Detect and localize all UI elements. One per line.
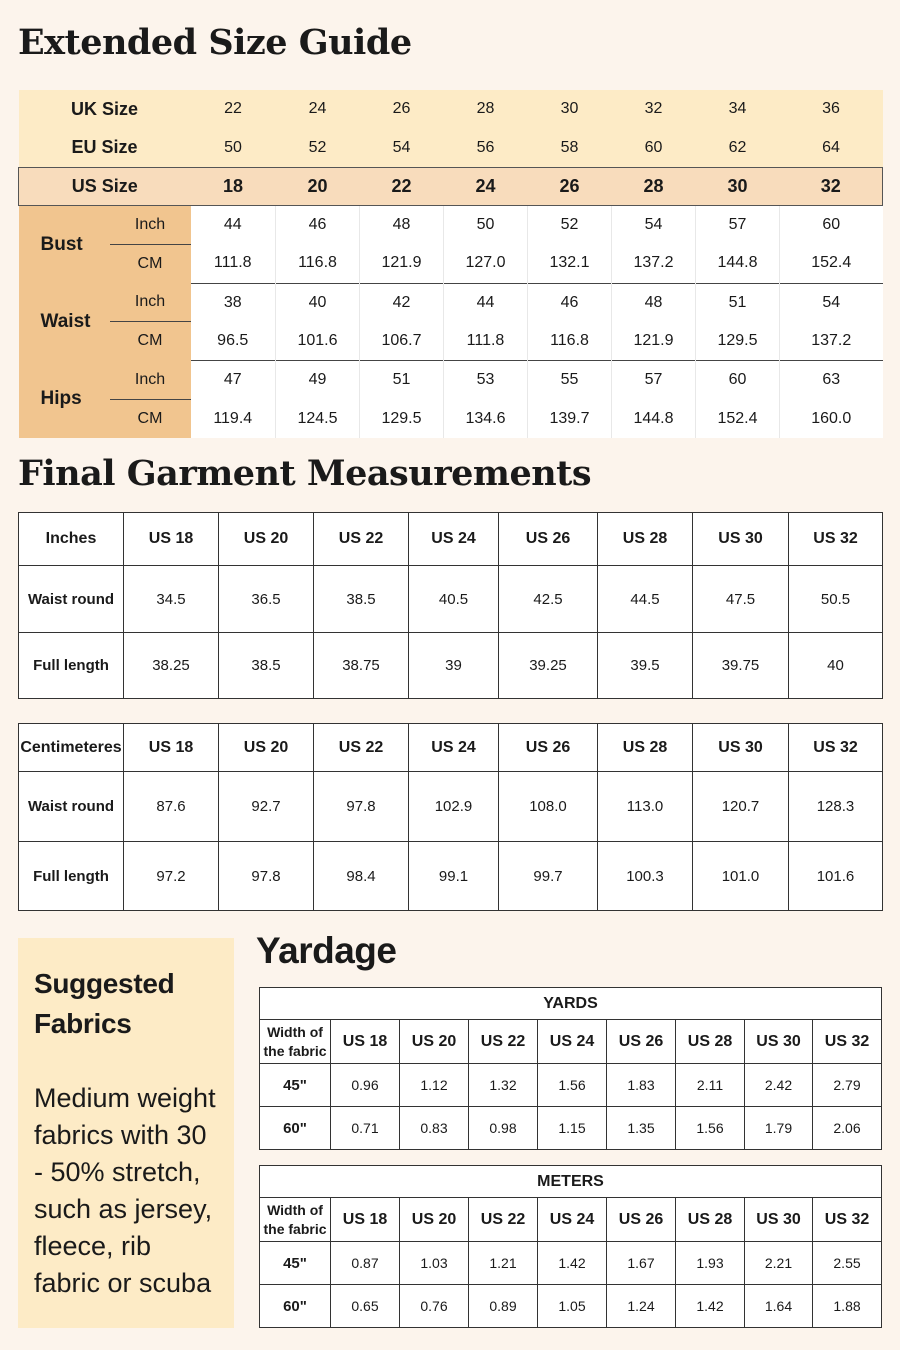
measurement-cell: 53 — [444, 361, 528, 400]
waist-cm-row — [19, 322, 883, 361]
value-cell: 44.5 — [598, 566, 693, 633]
measurement-cell: 60 — [780, 206, 883, 245]
us-size-cell: 32 — [780, 167, 883, 206]
value-cell: 40.5 — [409, 566, 499, 633]
eu-size-label: EU Size — [19, 129, 191, 168]
size-header: US 32 — [789, 724, 883, 772]
uk-size-cell: 28 — [444, 90, 528, 129]
value-cell: 101.0 — [693, 842, 789, 911]
value-cell: 0.98 — [469, 1107, 538, 1150]
value-cell: 1.15 — [538, 1107, 607, 1150]
measurement-cell: 116.8 — [276, 244, 360, 283]
measurement-cell: 139.7 — [528, 399, 612, 438]
measurement-cell: 44 — [191, 206, 276, 245]
value-cell: 0.65 — [331, 1285, 400, 1328]
uk-size-label: UK Size — [19, 90, 191, 129]
value-cell: 2.11 — [676, 1064, 745, 1107]
value-cell: 40 — [789, 633, 883, 699]
row-label: 60" — [260, 1107, 331, 1150]
size-header: US 24 — [538, 1020, 607, 1064]
size-header: US 26 — [499, 513, 598, 566]
value-cell: 0.76 — [400, 1285, 469, 1328]
row-label: Waist round — [19, 772, 124, 842]
value-cell: 0.83 — [400, 1107, 469, 1150]
value-cell: 1.42 — [676, 1285, 745, 1328]
uk-size-cell: 30 — [528, 90, 612, 129]
size-header: US 18 — [124, 513, 219, 566]
table-row — [260, 1285, 882, 1328]
waist-inch-row — [19, 283, 883, 322]
size-header: US 18 — [331, 1020, 400, 1064]
uk-size-cell: 36 — [780, 90, 883, 129]
value-cell: 39 — [409, 633, 499, 699]
uk-size-cell: 26 — [360, 90, 444, 129]
caption-row — [260, 1166, 882, 1198]
cm-unit-label: CM — [110, 244, 191, 283]
value-cell: 2.21 — [745, 1242, 813, 1285]
measurement-cell: 47 — [191, 361, 276, 400]
size-header: US 22 — [469, 1198, 538, 1242]
eu-size-cell: 52 — [276, 129, 360, 168]
measurement-cell: 57 — [612, 361, 696, 400]
width-label-line: Width of — [267, 1023, 323, 1040]
value-cell: 38.5 — [314, 566, 409, 633]
size-header: US 28 — [676, 1198, 745, 1242]
uk-size-cell: 34 — [696, 90, 780, 129]
size-header: US 28 — [598, 513, 693, 566]
value-cell: 97.8 — [314, 772, 409, 842]
value-cell: 1.42 — [538, 1242, 607, 1285]
us-size-cell: 24 — [444, 167, 528, 206]
value-cell: 1.35 — [607, 1107, 676, 1150]
hips-inch-row — [19, 361, 883, 400]
value-cell: 2.42 — [745, 1064, 813, 1107]
value-cell: 97.8 — [219, 842, 314, 911]
waist-label: Waist — [19, 283, 110, 361]
eu-size-row — [19, 129, 883, 168]
measurement-cell: 44 — [444, 283, 528, 322]
meters-caption: METERS — [260, 1166, 882, 1198]
us-size-cell: 22 — [360, 167, 444, 206]
corner-label: Centimeteres — [19, 724, 124, 772]
row-label: 45" — [260, 1064, 331, 1107]
measurement-cell: 134.6 — [444, 399, 528, 438]
size-guide-title: Extended Size Guide — [18, 22, 412, 63]
eu-size-cell: 50 — [191, 129, 276, 168]
size-header: US 22 — [314, 724, 409, 772]
value-cell: 39.5 — [598, 633, 693, 699]
measurement-cell: 152.4 — [696, 399, 780, 438]
bust-cm-row — [19, 244, 883, 283]
value-cell: 102.9 — [409, 772, 499, 842]
value-cell: 99.1 — [409, 842, 499, 911]
us-size-cell: 26 — [528, 167, 612, 206]
value-cell: 120.7 — [693, 772, 789, 842]
value-cell: 1.93 — [676, 1242, 745, 1285]
measurement-cell: 40 — [276, 283, 360, 322]
eu-size-cell: 64 — [780, 129, 883, 168]
eu-size-cell: 54 — [360, 129, 444, 168]
garment-inches-table — [18, 512, 883, 699]
value-cell: 87.6 — [124, 772, 219, 842]
table-row — [260, 1242, 882, 1285]
size-header: US 28 — [676, 1020, 745, 1064]
eu-size-cell: 60 — [612, 129, 696, 168]
table-row — [260, 1107, 882, 1150]
value-cell: 1.24 — [607, 1285, 676, 1328]
measurement-cell: 116.8 — [528, 322, 612, 361]
value-cell: 0.87 — [331, 1242, 400, 1285]
measurement-cell: 124.5 — [276, 399, 360, 438]
width-label-line: the fabric — [263, 1042, 327, 1059]
measurement-cell: 55 — [528, 361, 612, 400]
size-header: US 30 — [693, 513, 789, 566]
size-header: US 32 — [789, 513, 883, 566]
size-header: US 20 — [219, 724, 314, 772]
yardage-title: Yardage — [256, 930, 397, 971]
measurement-cell: 60 — [696, 361, 780, 400]
value-cell: 38.75 — [314, 633, 409, 699]
header-row — [260, 1020, 882, 1064]
value-cell: 100.3 — [598, 842, 693, 911]
size-header: US 32 — [813, 1198, 882, 1242]
measurement-cell: 54 — [612, 206, 696, 245]
size-header: US 30 — [693, 724, 789, 772]
row-label: Full length — [19, 842, 124, 911]
uk-size-row — [19, 90, 883, 129]
width-label-line: the fabric — [263, 1220, 327, 1237]
meters-table — [259, 1165, 882, 1328]
header-row — [19, 724, 883, 772]
corner-label: Inches — [19, 513, 124, 566]
measurement-cell: 111.8 — [444, 322, 528, 361]
size-header: US 22 — [469, 1020, 538, 1064]
value-cell: 36.5 — [219, 566, 314, 633]
width-of-fabric-label — [260, 1198, 331, 1242]
measurement-cell: 144.8 — [612, 399, 696, 438]
hips-label: Hips — [19, 361, 110, 439]
uk-size-cell: 24 — [276, 90, 360, 129]
value-cell: 2.79 — [813, 1064, 882, 1107]
inch-unit-label: Inch — [110, 361, 191, 400]
measurement-cell: 46 — [276, 206, 360, 245]
value-cell: 42.5 — [499, 566, 598, 633]
measurement-cell: 132.1 — [528, 244, 612, 283]
size-header: US 20 — [400, 1198, 469, 1242]
size-header: US 26 — [607, 1198, 676, 1242]
size-header: US 20 — [219, 513, 314, 566]
header-row — [19, 513, 883, 566]
size-header: US 24 — [409, 724, 499, 772]
row-label: Waist round — [19, 566, 124, 633]
value-cell: 1.12 — [400, 1064, 469, 1107]
value-cell: 98.4 — [314, 842, 409, 911]
measurement-cell: 96.5 — [191, 322, 276, 361]
measurement-cell: 51 — [696, 283, 780, 322]
measurement-cell: 52 — [528, 206, 612, 245]
measurement-cell: 111.8 — [191, 244, 276, 283]
measurement-cell: 48 — [612, 283, 696, 322]
measurement-cell: 50 — [444, 206, 528, 245]
value-cell: 1.32 — [469, 1064, 538, 1107]
header-row — [260, 1198, 882, 1242]
table-row — [19, 633, 883, 699]
size-header: US 28 — [598, 724, 693, 772]
size-header: US 26 — [607, 1020, 676, 1064]
value-cell: 1.05 — [538, 1285, 607, 1328]
measurement-cell: 137.2 — [612, 244, 696, 283]
value-cell: 97.2 — [124, 842, 219, 911]
value-cell: 38.5 — [219, 633, 314, 699]
measurement-cell: 121.9 — [612, 322, 696, 361]
value-cell: 39.25 — [499, 633, 598, 699]
measurement-cell: 129.5 — [696, 322, 780, 361]
us-size-cell: 18 — [191, 167, 276, 206]
caption-row — [260, 988, 882, 1020]
eu-size-cell: 58 — [528, 129, 612, 168]
value-cell: 1.79 — [745, 1107, 813, 1150]
bust-label: Bust — [19, 206, 110, 284]
table-row — [19, 566, 883, 633]
measurement-cell: 38 — [191, 283, 276, 322]
size-header: US 26 — [499, 724, 598, 772]
value-cell: 1.64 — [745, 1285, 813, 1328]
measurement-cell: 46 — [528, 283, 612, 322]
us-size-row — [19, 167, 883, 206]
us-size-cell: 28 — [612, 167, 696, 206]
value-cell: 0.96 — [331, 1064, 400, 1107]
measurement-cell: 54 — [780, 283, 883, 322]
measurement-cell: 152.4 — [780, 244, 883, 283]
value-cell: 1.83 — [607, 1064, 676, 1107]
measurement-cell: 106.7 — [360, 322, 444, 361]
value-cell: 1.56 — [538, 1064, 607, 1107]
value-cell: 39.75 — [693, 633, 789, 699]
row-label: 45" — [260, 1242, 331, 1285]
value-cell: 2.06 — [813, 1107, 882, 1150]
measurement-cell: 42 — [360, 283, 444, 322]
size-header: US 18 — [124, 724, 219, 772]
inch-unit-label: Inch — [110, 283, 191, 322]
size-header: US 22 — [314, 513, 409, 566]
table-row — [260, 1064, 882, 1107]
value-cell: 2.55 — [813, 1242, 882, 1285]
value-cell: 108.0 — [499, 772, 598, 842]
measurement-cell: 49 — [276, 361, 360, 400]
us-size-label: US Size — [19, 167, 191, 206]
hips-cm-row — [19, 399, 883, 438]
value-cell: 99.7 — [499, 842, 598, 911]
suggested-fabrics-title: Suggested Fabrics — [34, 968, 175, 1039]
measurement-cell: 127.0 — [444, 244, 528, 283]
value-cell: 0.71 — [331, 1107, 400, 1150]
yards-table — [259, 987, 882, 1150]
measurement-cell: 51 — [360, 361, 444, 400]
width-of-fabric-label — [260, 1020, 331, 1064]
size-header: US 20 — [400, 1020, 469, 1064]
size-guide-table — [18, 90, 882, 438]
table-row — [19, 772, 883, 842]
eu-size-cell: 62 — [696, 129, 780, 168]
width-label-line: Width of — [267, 1201, 323, 1218]
value-cell: 1.56 — [676, 1107, 745, 1150]
size-header: US 24 — [538, 1198, 607, 1242]
size-header: US 30 — [745, 1020, 813, 1064]
cm-unit-label: CM — [110, 399, 191, 438]
suggested-fabrics-text: Medium weight fabrics with 30 - 50% stretch, such as jersey, fleece, rib fabric or scuba — [34, 1083, 216, 1298]
row-label: 60" — [260, 1285, 331, 1328]
measurement-cell: 57 — [696, 206, 780, 245]
measurement-cell: 121.9 — [360, 244, 444, 283]
value-cell: 1.88 — [813, 1285, 882, 1328]
table-row — [19, 842, 883, 911]
value-cell: 34.5 — [124, 566, 219, 633]
garment-measurements-title: Final Garment Measurements — [18, 453, 592, 494]
value-cell: 92.7 — [219, 772, 314, 842]
value-cell: 0.89 — [469, 1285, 538, 1328]
measurement-cell: 119.4 — [191, 399, 276, 438]
inch-unit-label: Inch — [110, 206, 191, 245]
measurement-cell: 137.2 — [780, 322, 883, 361]
measurement-cell: 144.8 — [696, 244, 780, 283]
garment-cm-table — [18, 723, 883, 911]
measurement-cell: 129.5 — [360, 399, 444, 438]
value-cell: 1.21 — [469, 1242, 538, 1285]
value-cell: 128.3 — [789, 772, 883, 842]
value-cell: 38.25 — [124, 633, 219, 699]
uk-size-cell: 22 — [191, 90, 276, 129]
value-cell: 1.67 — [607, 1242, 676, 1285]
cm-unit-label: CM — [110, 322, 191, 361]
size-header: US 32 — [813, 1020, 882, 1064]
eu-size-cell: 56 — [444, 129, 528, 168]
measurement-cell: 160.0 — [780, 399, 883, 438]
value-cell: 1.03 — [400, 1242, 469, 1285]
suggested-fabrics-box — [18, 938, 234, 1328]
measurement-cell: 101.6 — [276, 322, 360, 361]
size-header: US 18 — [331, 1198, 400, 1242]
yards-caption: YARDS — [260, 988, 882, 1020]
value-cell: 113.0 — [598, 772, 693, 842]
uk-size-cell: 32 — [612, 90, 696, 129]
size-header: US 24 — [409, 513, 499, 566]
bust-inch-row — [19, 206, 883, 245]
size-header: US 30 — [745, 1198, 813, 1242]
measurement-cell: 48 — [360, 206, 444, 245]
value-cell: 47.5 — [693, 566, 789, 633]
value-cell: 101.6 — [789, 842, 883, 911]
us-size-cell: 20 — [276, 167, 360, 206]
row-label: Full length — [19, 633, 124, 699]
us-size-cell: 30 — [696, 167, 780, 206]
value-cell: 50.5 — [789, 566, 883, 633]
measurement-cell: 63 — [780, 361, 883, 400]
